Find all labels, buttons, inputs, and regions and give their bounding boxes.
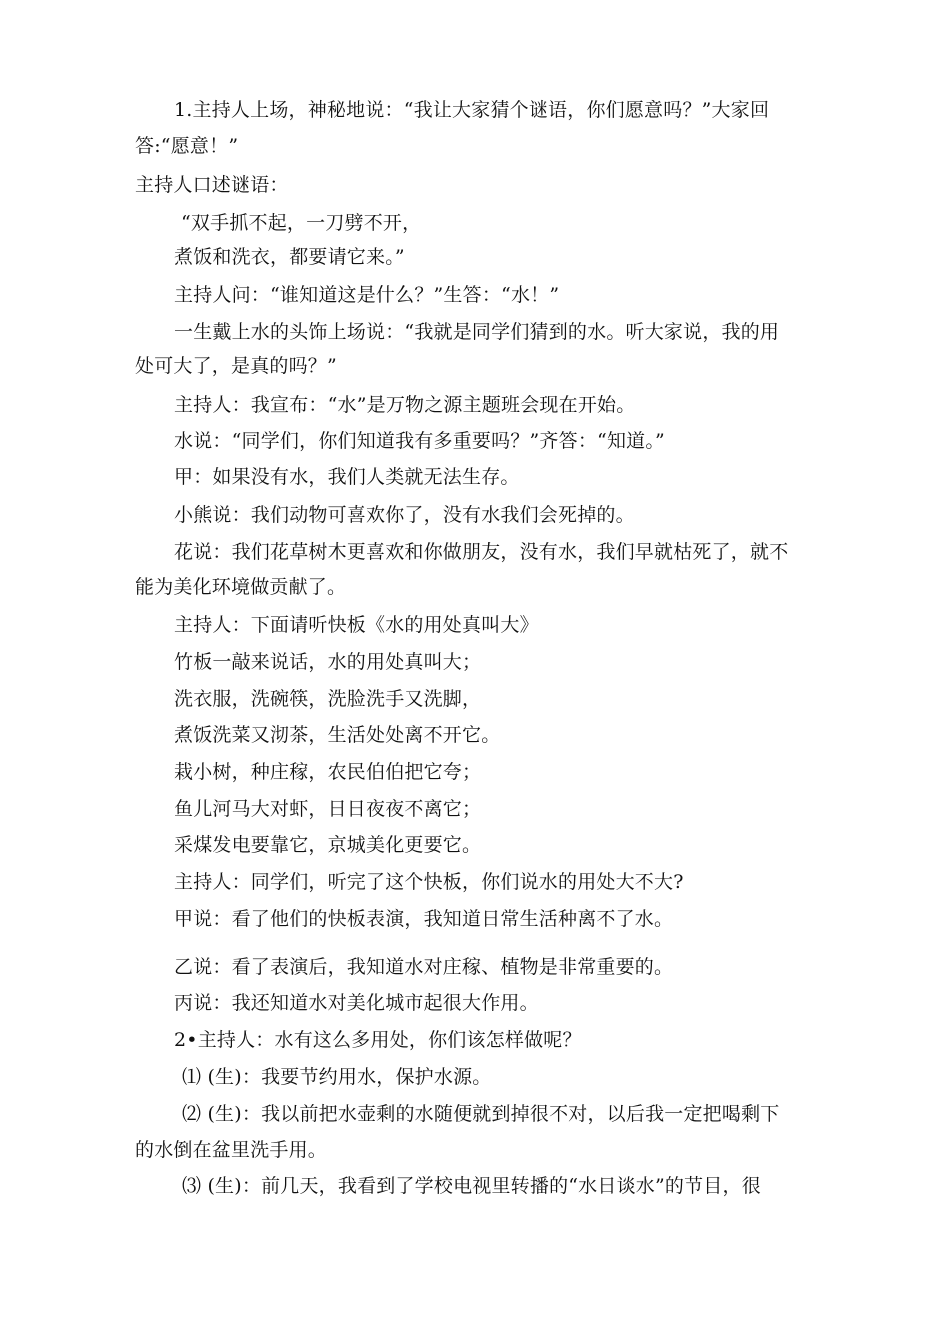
text-line: 煮饭洗菜又沏茶，生活处处离不开它。 xyxy=(174,724,501,746)
text-line: 煮饭和洗衣，都要请它来。” xyxy=(174,246,405,268)
text-line: ⑴ (生)：我要节约用水，保护水源。 xyxy=(182,1066,492,1088)
text-line: 答:“愿意！” xyxy=(135,135,239,157)
text-line: 栽小树，种庄稼，农民伯伯把它夸； xyxy=(174,761,482,783)
text-line: 洗衣服，洗碗筷，洗脸洗手又洗脚， xyxy=(174,688,482,710)
text-line: 主持人：同学们，听完了这个快板，你们说水的用处大不大? xyxy=(174,871,684,893)
text-line: 2•主持人：水有这么多用处，你们该怎样做呢？ xyxy=(174,1029,582,1051)
text-line: 的水倒在盆里洗手用。 xyxy=(135,1139,328,1161)
text-line: 鱼儿河马大对虾，日日夜夜不离它； xyxy=(174,798,482,820)
text-line: 竹板一敲来说话，水的用处真叫大； xyxy=(174,651,482,673)
text-line: 甲：如果没有水，我们人类就无法生存。 xyxy=(174,466,520,488)
text-line: 花说：我们花草树木更喜欢和你做朋友，没有水，我们早就枯死了，就不 xyxy=(174,541,789,563)
text-line: 小熊说：我们动物可喜欢你了，没有水我们会死掉的。 xyxy=(174,504,635,526)
text-line: 乙说：看了表演后，我知道水对庄稼、植物是非常重要的。 xyxy=(174,956,674,978)
text-line: 采煤发电要靠它，京城美化更要它。 xyxy=(174,834,482,856)
text-line: ⑶ (生)：前几天，我看到了学校电视里转播的“水日谈水”的节目，很 xyxy=(182,1175,761,1197)
text-line: 甲说：看了他们的快板表演，我知道日常生活种离不了水。 xyxy=(174,908,674,930)
text-line: “双手抓不起，一刀劈不开， xyxy=(181,212,422,234)
text-line: 主持人问：“谁知道这是什么？”生答：“水！” xyxy=(174,284,560,306)
text-line: ⑵ (生)：我以前把水壶剩的水随便就到掉很不对，以后我一定把喝剩下 xyxy=(182,1103,780,1125)
text-line: 水说：“同学们，你们知道我有多重要吗？”齐答：“知道。” xyxy=(174,430,665,452)
text-line: 丙说：我还知道水对美化城市起很大作用。 xyxy=(174,992,539,1014)
text-line: 主持人口述谜语： xyxy=(135,174,289,196)
text-line: 主持人：下面请听快板《水的用处真叫大》 xyxy=(174,614,539,636)
text-line: 一生戴上水的头饰上场说：“我就是同学们猜到的水。听大家说，我的用 xyxy=(174,321,780,343)
text-line: 处可大了，是真的吗？” xyxy=(135,355,337,377)
text-line: 1.主持人上场，神秘地说：“我让大家猜个谜语，你们愿意吗？”大家回 xyxy=(174,99,770,121)
text-line: 主持人：我宣布：“水”是万物之源主题班会现在开始。 xyxy=(174,394,636,416)
text-line: 能为美化环境做贡献了。 xyxy=(135,576,347,598)
